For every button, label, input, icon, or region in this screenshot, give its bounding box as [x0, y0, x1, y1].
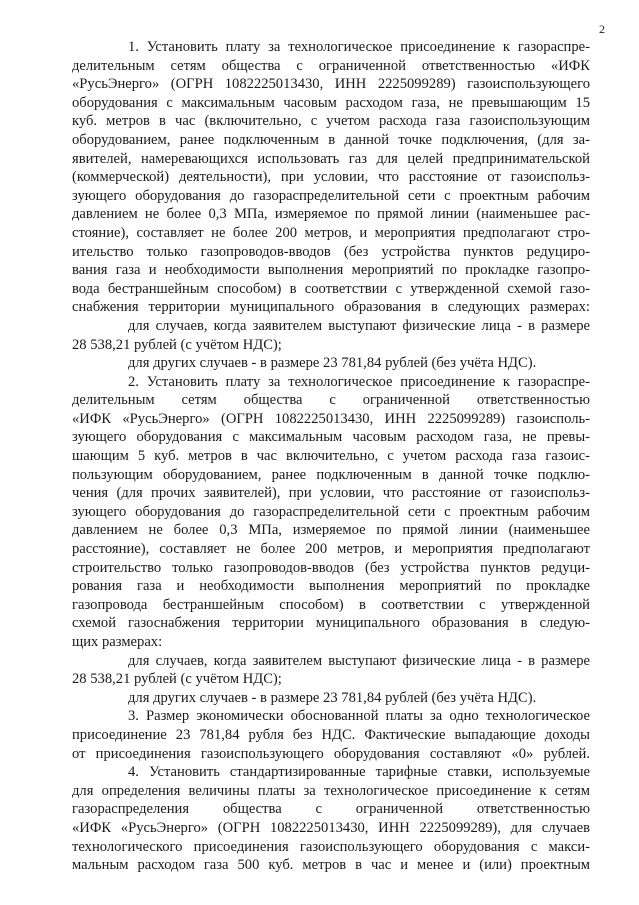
- text-line: «РусьЭнерго» (ОГРН 1082225013430, ИНН 2225099289) газоиспользующего: [72, 76, 590, 93]
- text-line: газораспределения общества с ограниченной ответственностью: [72, 801, 590, 818]
- text-line: давлением не более 0,3 МПа, измеряемое по прямой линии (наименьшее: [72, 522, 590, 539]
- text-line: рования газа и необходимости выполнения мероприятий по прокладке: [72, 578, 590, 595]
- text-line: зующего оборудования до газораспределительной сети с проектным рабочим: [72, 187, 590, 204]
- text-line: для случаев, когда заявителем выступают физические лица - в размере: [128, 652, 590, 669]
- text-line: вания газа и необходимости выполнения мероприятий по прокладке газопро-: [72, 262, 590, 279]
- text-line: для других случаев - в размере 23 781,84 рублей (без учёта НДС).: [128, 355, 537, 372]
- text-line: оборудования с максимальным часовым расходом газа, не превышающим 15: [72, 94, 590, 111]
- text-line: 4. Установить стандартизированные тарифные ставки, используемые: [128, 764, 590, 781]
- text-line: ительство только газопроводов-вводов (без устройства пунктов редуциро-: [72, 243, 590, 260]
- text-line: схемой газоснабжения территории муниципального образования в следую-: [72, 615, 590, 632]
- text-line: для случаев, когда заявителем выступают физические лица - в размере: [128, 317, 590, 334]
- text-line: 2. Установить плату за технологическое присоединение к газораспре-: [128, 373, 590, 390]
- text-line: присоединение 23 781,84 рубля без НДС. Фактические выпадающие доходы: [72, 726, 590, 743]
- text-line: от присоединения газоиспользующего оборудования составляют «0» рублей.: [72, 745, 590, 762]
- body-text: [72, 38, 590, 875]
- text-line: 3. Размер экономически обоснованной платы за одно технологическое: [128, 708, 590, 725]
- text-line: чения (для прочих заявителей), при условии, что расстояние от газоиспольз-: [72, 485, 590, 502]
- text-line: щих размерах:: [72, 634, 163, 650]
- text-line: куб. метров в час (включительно, с учетом расхода газа газоиспользующим: [72, 113, 590, 130]
- text-line: 1. Установить плату за технологическое присоединение к газораспре-: [128, 39, 590, 55]
- text-line: явителей, намеревающихся использовать газ для целей предпринимательской: [72, 150, 590, 167]
- page-number: 2: [599, 22, 605, 36]
- text-line: мальным расходом газа 500 куб. метров в час и менее и (или) проектным: [72, 857, 590, 874]
- text-line: «ИФК «РусьЭнерго» (ОГРН 1082225013430, ИНН 2225099289), для случаев: [72, 819, 590, 836]
- text-line: «ИФК «РусьЭнерго» (ОГРН 1082225013430, ИНН 2225099289) газоисполь-: [72, 410, 590, 427]
- text-line: стояние), составляет не более 200 метров, и мероприятия предполагают стро-: [72, 224, 590, 241]
- text-line: шающим 5 куб. метров в час включительно, с учетом расхода газа газоис-: [72, 448, 590, 465]
- text-line: пользующим оборудованием, ранее подключенным в данной точке подклю-: [72, 466, 590, 483]
- text-line: расстояние), составляет не более 200 метров, и мероприятия предполагают: [72, 541, 590, 558]
- text-line: зующего оборудования до газораспределительной сети с проектным рабочим: [72, 503, 590, 520]
- text-line: строительство только газопроводов-вводов (без устройства пунктов редуци-: [72, 559, 590, 576]
- text-line: зующего оборудования с максимальным часовым расходом газа, не превы-: [72, 429, 590, 446]
- text-line: 28 538,21 рублей (с учётом НДС);: [72, 336, 282, 353]
- text-line: технологического присоединения газоиспользующего оборудования с макси-: [72, 838, 590, 855]
- text-line: делительным сетям общества с ограниченной ответственностью: [72, 392, 590, 409]
- text-line: оборудованием, ранее подключенным в данной точке подключения, (для за-: [72, 131, 590, 148]
- text-line: делительным сетям общества с ограниченной ответственностью «ИФК: [72, 57, 590, 74]
- text-line: газопровода бестраншейным способом) в соответствии с утвержденной: [72, 596, 590, 613]
- text-line: для определения величины платы за технологическое присоединение к сетям: [72, 782, 590, 799]
- text-line: давлением не более 0,3 МПа, измеряемое по прямой линии (наименьшее рас-: [72, 206, 590, 223]
- text-line: для других случаев - в размере 23 781,84 рублей (без учёта НДС).: [128, 689, 537, 706]
- text-line: (коммерческой) деятельности), при условии, что расстояние от газоиспольз-: [72, 169, 590, 186]
- text-line: снабжения территории муниципального образования в следующих размерах:: [72, 299, 590, 316]
- text-line: вода бестраншейным способом) в соответствии с утвержденной схемой газо-: [72, 280, 590, 297]
- text-line: 28 538,21 рублей (с учётом НДС);: [72, 671, 282, 688]
